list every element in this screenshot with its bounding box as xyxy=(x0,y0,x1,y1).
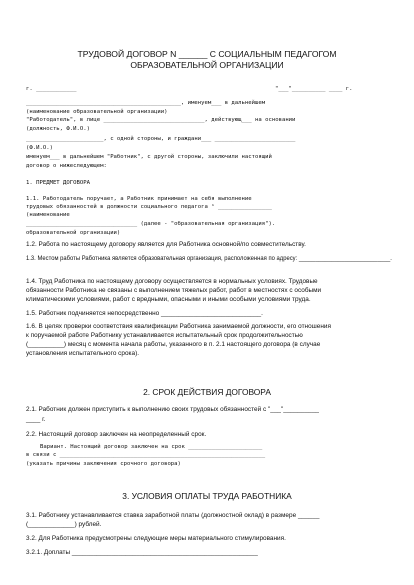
clause-1-1-line: 1.1. Работодатель поручает, а Работник принимает на себя выполнение xyxy=(26,196,252,202)
clause-3-1-line: 3.1. Работнику устанавливается ставка заработной платы (должностной оклад) в размере ______ xyxy=(26,512,320,519)
preamble-line: ______________________________________________, именуем___ в дальнейшем xyxy=(26,100,266,106)
clause-1-4-line: климатическими условиями, работ с вредными, опасными и иными особыми условиями труда. xyxy=(26,296,311,303)
section-2-heading: 2. СРОК ДЕЙСТВИЯ ДОГОВОРА xyxy=(143,387,271,397)
clause-1-4-line: 1.4. Труд Работника по настоящему договору осуществляется в нормальных условиях. Трудовые xyxy=(26,278,318,285)
clause-3-2: 3.2. Для Работника предусмотрены следующие меры материального стимулирования. xyxy=(26,535,286,542)
clause-3-1-line: (_____________) рублей. xyxy=(26,521,102,528)
section-3-heading: 3. УСЛОВИЯ ОПЛАТЫ ТРУДА РАБОТНИКА xyxy=(122,491,292,501)
preamble-line: именуем___ в дальнейшем "Работник", с другой стороны, заключили настоящий xyxy=(26,154,272,160)
variant-line: Вариант. Настоящий договор заключен на срок ______________________ xyxy=(40,444,263,450)
clause-2-2: 2.2. Настоящий договор заключен на неопределенный срок. xyxy=(26,431,207,438)
section-1-heading: 1. ПРЕДМЕТ ДОГОВОРА xyxy=(26,180,90,186)
place-label: г. ____________ xyxy=(26,86,77,92)
clause-1-6-line: (__________) месяц с момента начала работы, указанного в п. 2.1 настоящего договора (в случае xyxy=(26,341,321,348)
variant-caption: (указать причины заключения срочного договора) xyxy=(26,461,181,467)
clause-1-4-line: обязанности Работника не связаны с выполнением тяжелых работ, работ в местностях с особыми xyxy=(26,287,322,294)
preamble-line: "Работодатель", в лице ______________________________, действующ___ на основании xyxy=(26,117,296,123)
clause-1-6-line: 1.6. В целях проверки соответствия квалификации Работника занимаемой должности, его отношения xyxy=(26,323,331,330)
clause-1-6-line: установления испытательного срока). xyxy=(26,350,140,357)
document-title-line-2: ОБРАЗОВАТЕЛЬНОЙ ОРГАНИЗАЦИИ xyxy=(130,60,284,70)
clause-2-1-line: 2.1. Работник должен приступить к выполнению своих трудовых обязанностей с "___"__________ xyxy=(26,406,320,413)
clause-2-1-line: ____ г. xyxy=(26,416,46,423)
clause-1-1-line: трудовых обязанностей в должности социального педагога ¹ ________________ xyxy=(26,204,272,210)
clause-1-5: 1.5. Работник подчиняется непосредственно ____________________________. xyxy=(26,310,263,317)
preamble-line: договор о нижеследующем: xyxy=(26,163,107,169)
preamble-line: _______________________, с одной стороны, и граждани___ ________________________ xyxy=(26,136,296,142)
clause-3-2-1: 3.2.1. Доплаты ____________________________________________________ xyxy=(26,549,258,556)
variant-line: в связи с _____________________________________________________________ xyxy=(26,452,266,458)
preamble-caption: (должность, Ф.И.О.) xyxy=(26,126,90,132)
clause-1-3: 1.3. Местом работы Работника является образовательная организация, расположенная по адресу: ____________________________. xyxy=(26,255,392,262)
preamble-caption: (наименование образовательной организации) xyxy=(26,109,168,115)
clause-1-6-line: к поручаемой работе Работнику устанавливается испытательный срок продолжительностью xyxy=(26,332,303,339)
preamble-caption: (Ф.И.О.) xyxy=(26,145,53,151)
clause-1-1-caption: (наименование xyxy=(26,212,70,218)
clause-1-1-line: _________________________________ (далее - "образовательная организация"). xyxy=(26,221,276,227)
date-label: "___"__________ ____ г. xyxy=(275,86,353,92)
clause-1-2: 1.2. Работа по настоящему договору является для Работника основной/по совместительству. xyxy=(26,241,306,248)
clause-1-1-caption: образовательной организации) xyxy=(26,230,121,236)
document-title-line-1: ТРУДОВОЙ ДОГОВОР N ______ С СОЦИАЛЬНЫМ ПЕДАГОГОМ xyxy=(77,49,337,59)
